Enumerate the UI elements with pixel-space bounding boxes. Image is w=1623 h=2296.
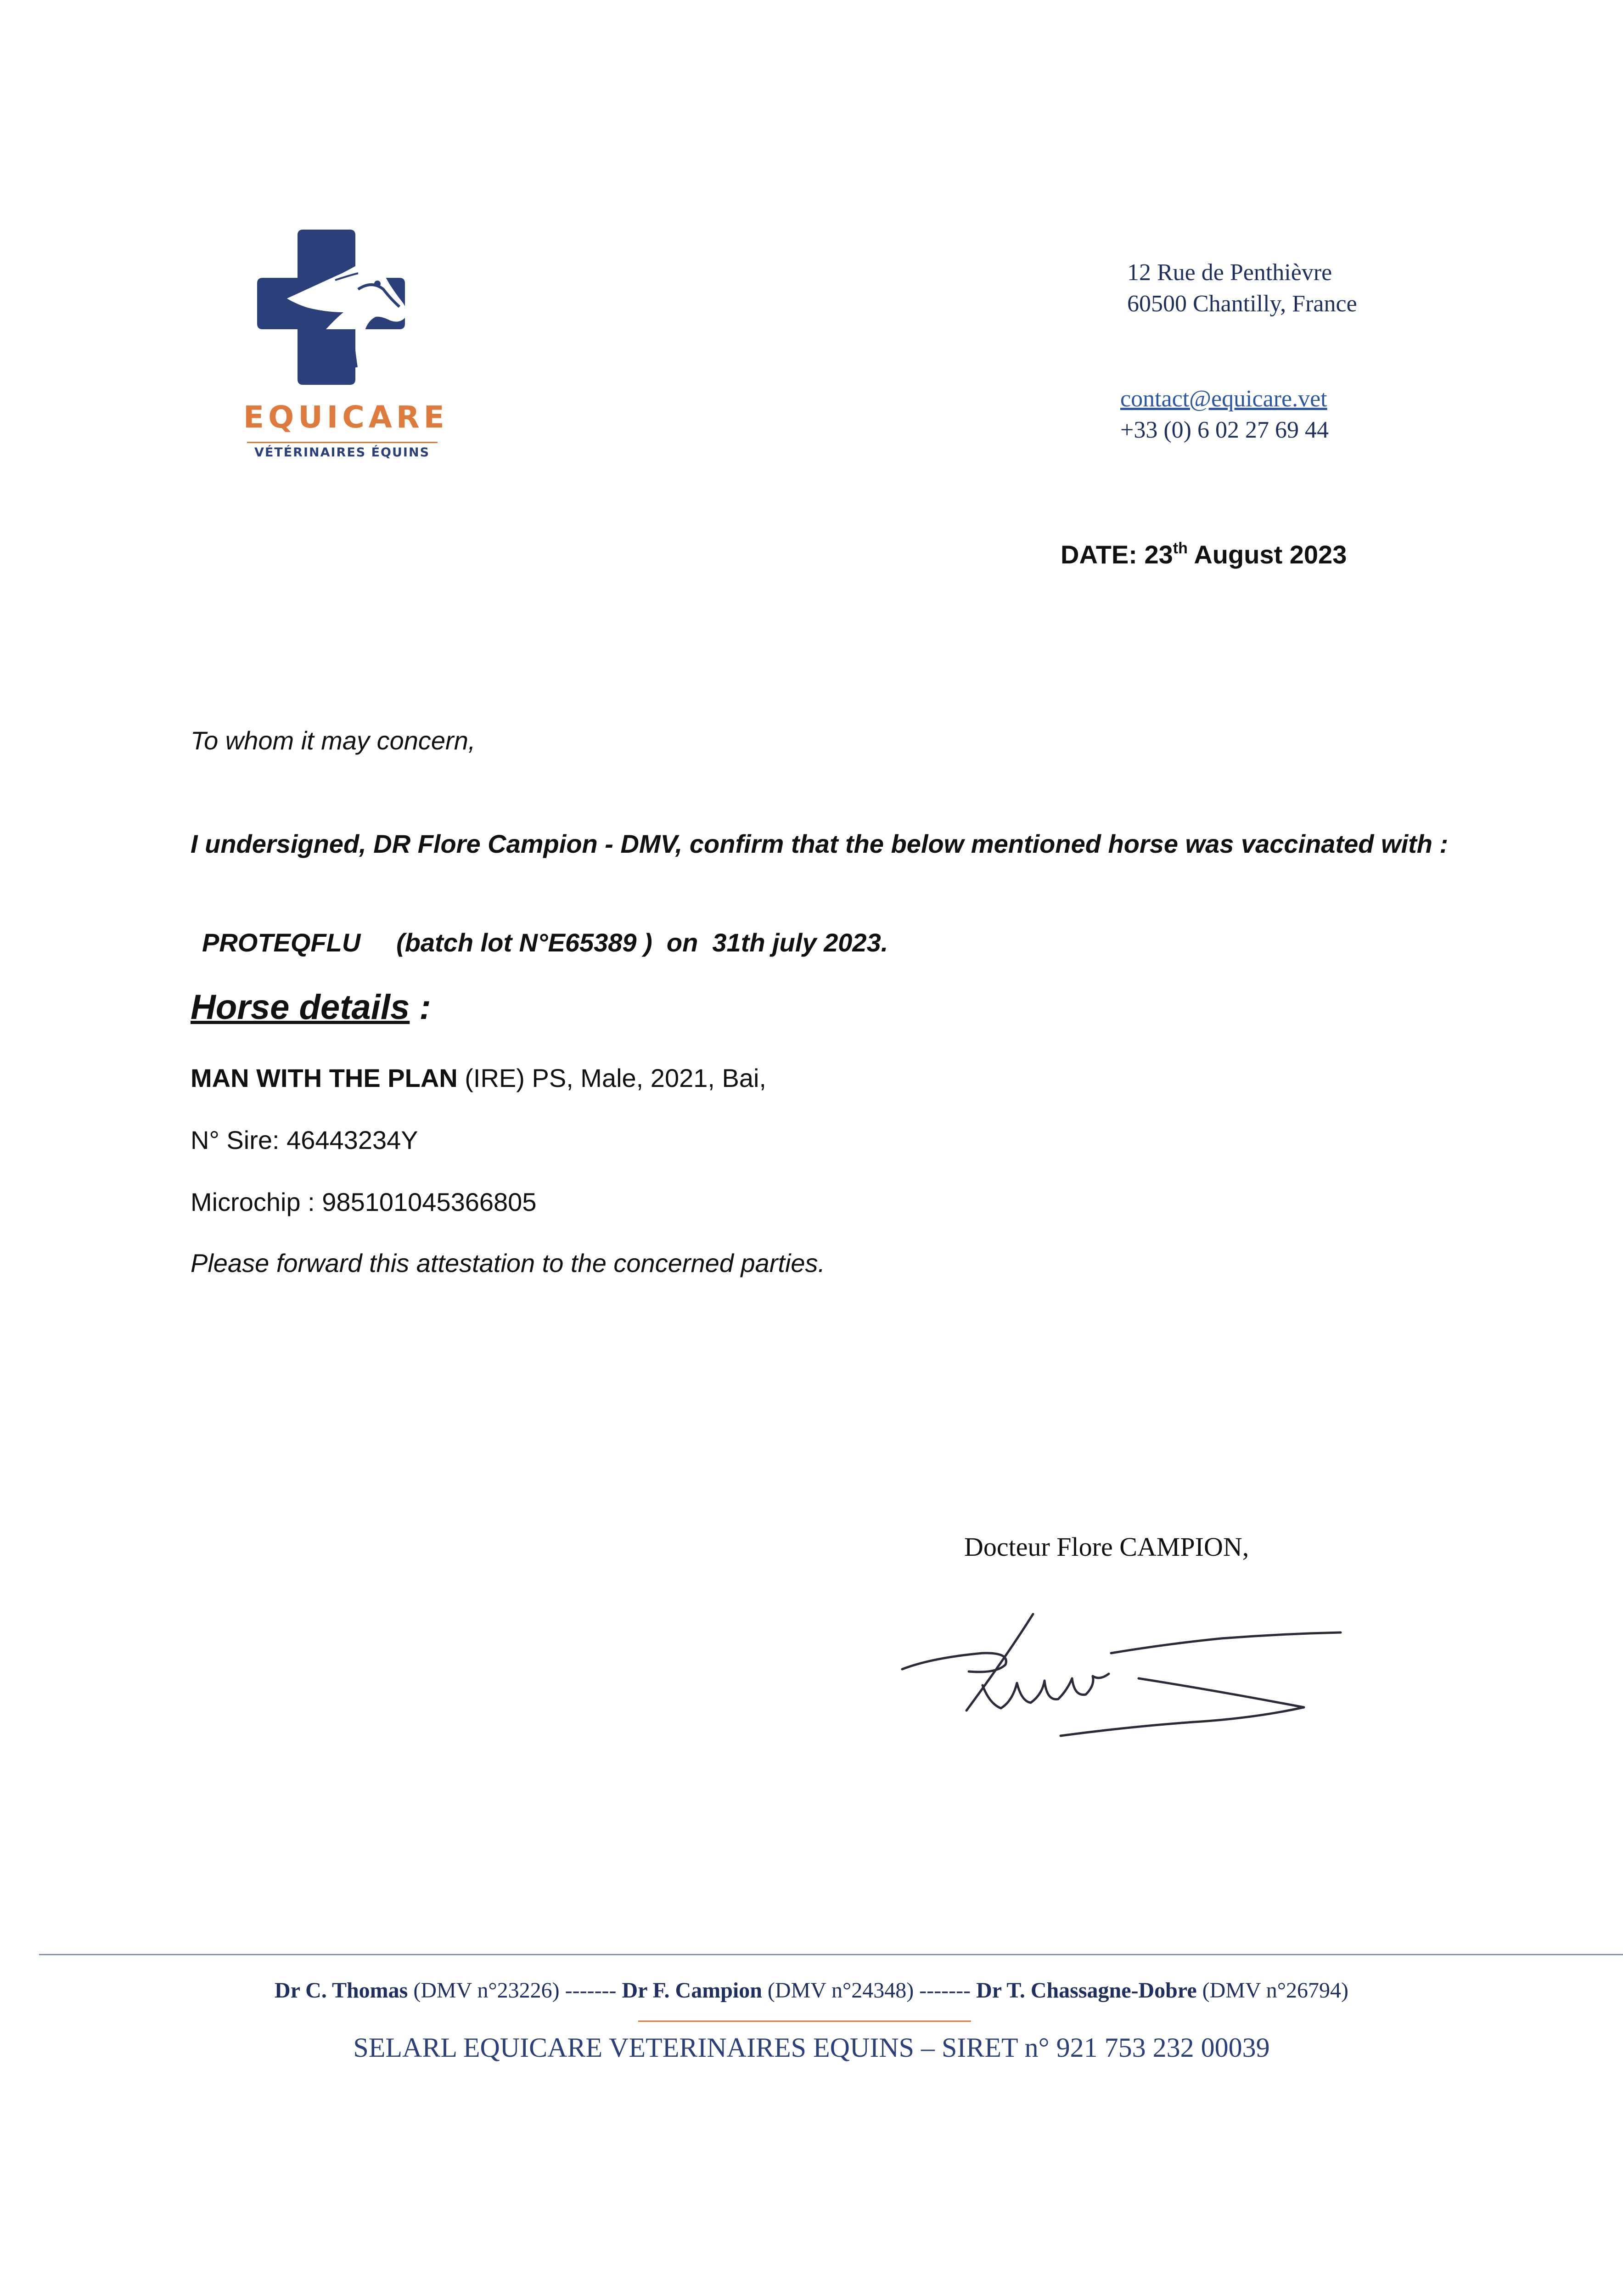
doctor-2-dmv: (DMV n°24348) -------	[762, 1978, 977, 2003]
equicare-logo	[243, 230, 450, 459]
handwritten-signature	[891, 1589, 1354, 1782]
horse-heading-text: Horse details	[191, 988, 410, 1027]
brand-name: EQUICARE	[243, 400, 449, 435]
horse-info: (IRE) PS, Male, 2021, Bai,	[457, 1064, 766, 1092]
date-label: DATE: 23	[1061, 540, 1173, 569]
footer-divider	[39, 1954, 1623, 1955]
horse-heading-colon: :	[410, 988, 431, 1027]
doctor-3-dmv: (DMV n°26794)	[1196, 1978, 1348, 2003]
footer-company: SELARL EQUICARE VETERINAIRES EQUINS – SIRET n° 921 753 232 00039	[353, 2032, 1270, 2063]
address-block	[1127, 257, 1357, 320]
forward-note: Please forward this attestation to the concerned parties.	[191, 1249, 826, 1277]
doctor-3-name: Dr T. Chassagne-Dobre	[976, 1978, 1197, 2003]
cross-horse-icon	[243, 230, 450, 400]
footer-accent-divider	[638, 2020, 971, 2022]
sire-number: N° Sire: 46443234Y	[191, 1125, 418, 1154]
signoff: Docteur Flore CAMPION,	[964, 1532, 1249, 1562]
doctor-1-name: Dr C. Thomas	[275, 1978, 408, 2003]
date-suffix: th	[1173, 540, 1188, 557]
horse-details-heading	[191, 987, 431, 1027]
vaccine-line: PROTEQFLU (batch lot N°E65389 ) on 31th july 2023.	[202, 928, 888, 957]
vaccination-statement: I undersigned, DR Flore Campion - DMV, confirm that the below mentioned horse was vaccinated with :	[191, 829, 1449, 858]
greeting: To whom it may concern,	[191, 726, 476, 755]
address-line-2: 60500 Chantilly, France	[1127, 291, 1357, 317]
doctor-1-dmv: (DMV n°23226) -------	[408, 1978, 622, 2003]
email-link[interactable]: contact@equicare.vet	[1120, 386, 1327, 412]
microchip-number: Microchip : 985101045366805	[191, 1187, 537, 1216]
address-line-1: 12 Rue de Penthièvre	[1127, 259, 1332, 286]
contact-block	[1120, 383, 1329, 446]
horse-name: MAN WITH THE PLAN	[191, 1064, 458, 1092]
brand-divider	[247, 442, 438, 443]
doctor-2-name: Dr F. Campion	[622, 1978, 762, 2003]
date-rest: August 2023	[1187, 540, 1347, 569]
signature-icon	[891, 1589, 1354, 1782]
brand-tagline: VÉTÉRINAIRES ÉQUINS	[254, 445, 430, 460]
letter-date	[1061, 540, 1347, 569]
horse-identity	[191, 1063, 766, 1093]
footer-doctors	[0, 1978, 1623, 2003]
phone-number: +33 (0) 6 02 27 69 44	[1120, 417, 1329, 443]
